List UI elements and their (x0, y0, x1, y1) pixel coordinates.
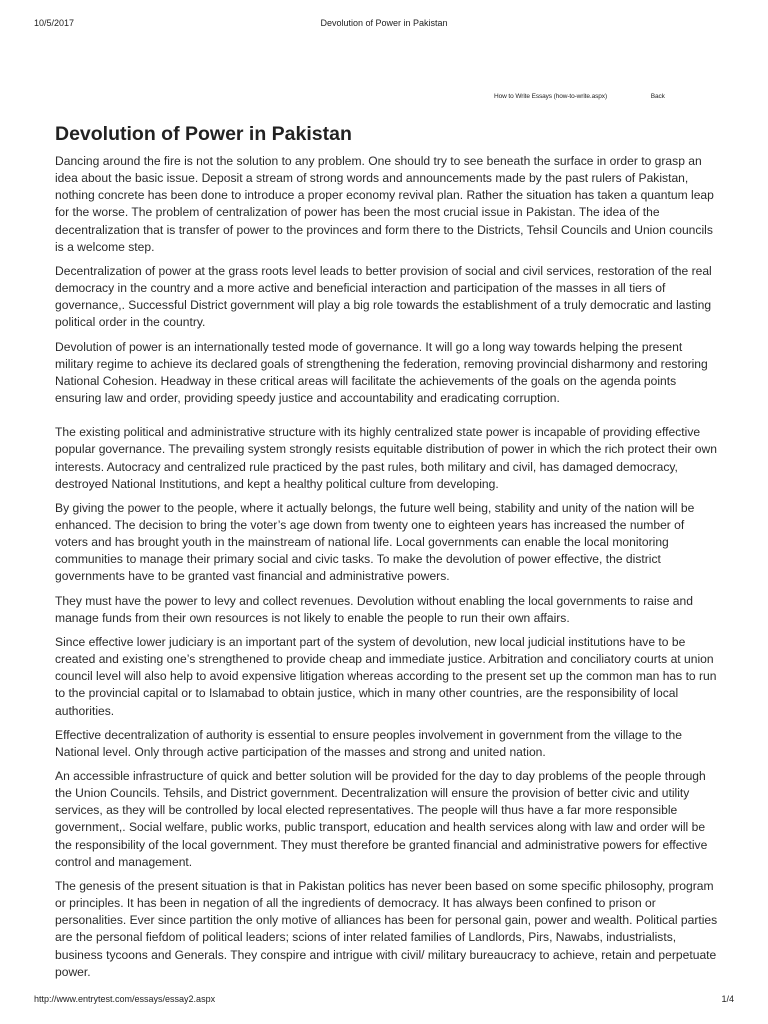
paragraph-8: Effective decentralization of authority is essential to ensure peoples involvement in government from the village to the National level. Only through active participation of the masses and strong and united nation. (55, 727, 682, 759)
top-nav (494, 93, 665, 100)
article-body (55, 153, 719, 988)
article-title: Devolution of Power in Pakistan (55, 123, 352, 145)
paragraph-3: Devolution of power is an internationally tested mode of governance. It will go a long way towards helping the present military regime to achieve its declared goals of strengthening the federation, removing provincial disharmony and restoring National Cohesion. Headway in these critical areas will facilitate the achievements of the goals on the agenda points ensuring law and order, providing speedy justice and accountability and eradicating corruption. (55, 339, 708, 406)
print-date: 10/5/2017 (34, 18, 75, 28)
paragraph-2: Decentralization of power at the grass roots level leads to better provision of social and civil services, restoration of the real democracy in the country and a more active and beneficial interaction and participation of the masses in all tiers of governance,. Successful District government will play a big role towards the establishment of a truly democratic and lasting political order in the country. (55, 263, 712, 330)
paragraph-7: Since effective lower judiciary is an important part of the system of devolution, new local judicial institutions have to be created and existing one’s strengthened to provide cheap and immediate justice. Arbitration and conciliatory courts at union council level will also help to avoid expensive litigation whereas according to the present set up the common man has to run to the provincial capital or to Islamabad to obtain justice, which in many other countries, are the responsibility of local authorities. (55, 634, 717, 718)
print-page-title: Devolution of Power in Pakistan (320, 18, 448, 28)
paragraph-1: Dancing around the fire is not the solution to any problem. One should try to see beneath the surface in order to grasp an idea about the basic issue. Deposit a stream of strong words and announcements made by the past rulers of Pakistan, nothing concrete has been done to introduce a proper economy revival plan. Rather the situation has taken a quantum leap for the worse. The problem of centralization of power has been the most crucial issue in Pakistan. The idea of the decentralization that is transfer of power to the provinces and form there to the Districts, Tehsil Councils and Union councils is a welcome step. (55, 154, 714, 254)
back-link[interactable]: Back (650, 93, 665, 100)
page-number: 1/4 (721, 994, 734, 1004)
print-url: http://www.entrytest.com/essays/essay2.aspx (34, 994, 216, 1004)
how-to-write-link[interactable]: How to Write Essays (how-to-write.aspx) (494, 93, 608, 100)
paragraph-10: The genesis of the present situation is that in Pakistan politics has never been based on some specific philosophy, program or principles. It has been in negation of all the ingredients of democracy. It has always been confined to prison or personalities. Ever since partition the only motive of alliances has been for personal gain, power and wealth. Political parties are the personal fiefdom of political leaders; scions of inter related families of Landlords, Pirs, Nawabs, industrialists, business tycoons and Generals. They conspire and intrigue with civil/ military bureaucracy to achieve, retain and perpetuate power. (55, 878, 718, 979)
paragraph-6: They must have the power to levy and collect revenues. Devolution without enabling the local governments to raise and manage funds from their own resources is not likely to enable the people to run their own affairs. (55, 593, 693, 625)
paragraph-9: An accessible infrastructure of quick and better solution will be provided for the day to day problems of the people through the Union Councils. Tehsils, and District government. Decentralization will ensure the provision of better civic and utility services, as they will be controlled by local elected representatives. The people will thus have a far more responsible government,. Social welfare, public works, public transport, education and health services along with law and order will be the responsibility of the local government. They must therefore be granted financial and administrative powers for effective control and management. (55, 769, 708, 869)
paragraph-4: The existing political and administrative structure with its highly centralized state power is incapable of providing effective popular governance. The prevailing system strongly resists equitable distribution of power in which the rich protect their own interests. Autocracy and centralized rule practiced by the past rules, both military and civil, has damaged democracy, destroyed National Institutions, and kept a healthy political culture from developing. (55, 425, 717, 491)
paragraph-5: By giving the power to the people, where it actually belongs, the future well being, stability and unity of the nation will be enhanced. The decision to bring the voter’s age down from twenty one to eighteen years has increased the number of voters and has brought youth in the mainstream of national life. Local governments can enable the local monitoring communities to manage their primary social and civic tasks. To make the devolution of power effective, the district governments have to be granted vast financial and administrative powers. (55, 500, 695, 584)
